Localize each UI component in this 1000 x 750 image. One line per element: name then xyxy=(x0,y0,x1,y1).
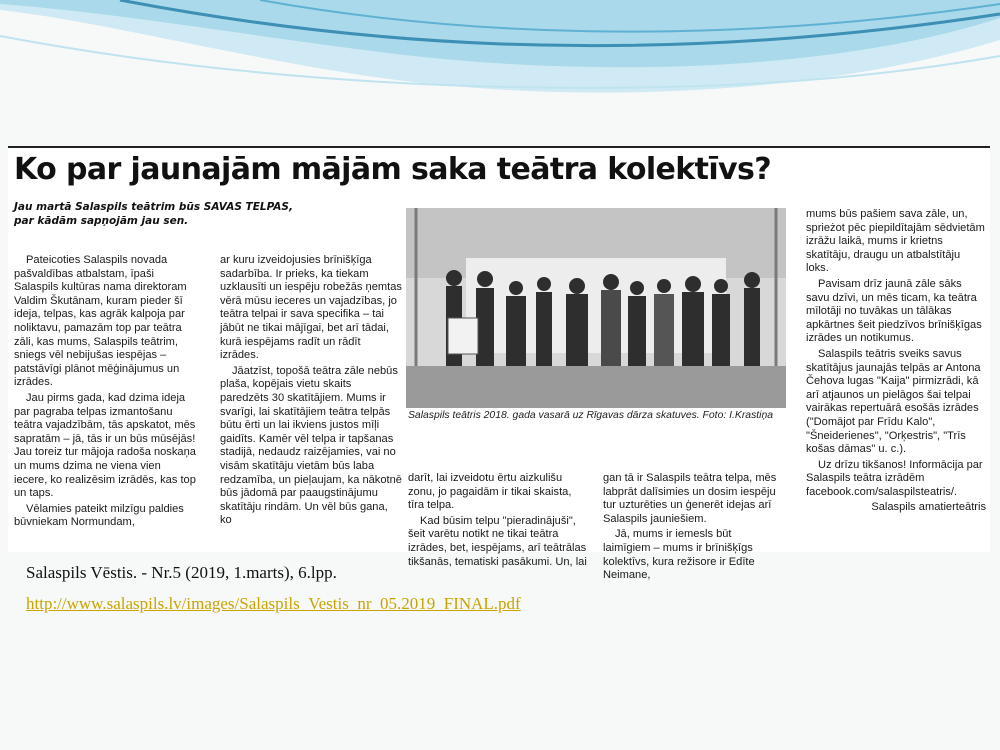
paragraph: Kad būsim telpu "pieradinājuši", šeit varētu notikt ne tikai teātra izrādes, bet, iespējams, arī teātrālas tikšanās, tematiski pasākumi. Un, lai xyxy=(408,514,587,568)
decorative-wave-header xyxy=(0,0,1000,110)
article-column-4 xyxy=(603,472,781,585)
article-column-5 xyxy=(806,208,986,515)
paragraph: Pateicoties Salaspils novada pašvaldības atbalstam, īpaši Salaspils kultūras nama direktoram Valdim Škutānam, kuram pieder šī ideja, telpas, kas agrāk kalpoja par noliktavu, pamazām top par teātra zāli, kas mums, Salaspils teātrim, sniegs vēl nebijušas iespējas – patstāvīgi plānot mēģinājumus un izrādes. xyxy=(14,254,187,389)
article-column-2 xyxy=(220,254,402,530)
paragraph: Salaspils teātris sveiks savus skatītājus jaunajās telpās ar Antona Čehova lugas "Kaija" pirmizrādi, kā arī atjaunos un pielāgos šai telpai vairākas repertuārā esošās izrādes ("Domājot par Frīdu Kalo", "Šneiderienes", "Orķestris", "Trīs košas dāmas" u. c.). xyxy=(806,347,981,456)
paragraph: Jāatzīst, topošā teātra zāle nebūs plaša, kopējais vietu skaits paredzēts 30 skatītājiem. Mums ir svarīgi, lai skatītājiem teātra telpās būtu ērti un lai ikviens justos mīļi gaidīts. Kamēr vēl telpa ir tapšanas stadijā, nedaudz raizējamies, vai no visām skatītāju vietām būs laba redzamība, un pieļaujam, ka nākotnē būs jādomā par paaugstinājumu skatītāju rindām. Un vēl būs gana, ko xyxy=(220,364,402,527)
paragraph: ar kuru izveidojusies brīnišķīga sadarbība. Ir prieks, ka tiekam uzklausīti un iespēju robežās ņemtas vērā mūsu ieceres un vajadzības, jo teātra telpai ir sava specifika – tai jābūt ne tikai mājīgai, bet arī tādai, kurā iespējams radīt un rādīt izrādes. xyxy=(220,254,402,362)
article-column-1 xyxy=(14,254,196,532)
article-deck: Jau martā Salaspils teātrim būs SAVAS TELPAS, par kādām sapņojām jau sen. xyxy=(14,201,293,227)
paragraph: darīt, lai izveidotu ērtu aizkulišu zonu, jo pagaidām ir tikai skaista, tīra telpa. xyxy=(408,472,572,512)
paragraph: Uz drīzu tikšanos! Informācija par Salaspils teātra izrādēm facebook.com/salaspilsteatris/. xyxy=(806,458,983,498)
article-signature: Salaspils amatierteātris xyxy=(871,501,986,514)
paragraph: Vēlamies pateikt milzīgu paldies būvniekam Normundam, xyxy=(14,502,184,529)
article-headline: Ko par jaunajām mājām saka teātra kolektīvs? xyxy=(14,152,772,187)
source-citation: Salaspils Vēstis. - Nr.5 (2019, 1.marts), 6.lpp. xyxy=(26,563,337,582)
source-link[interactable]: http://www.salaspils.lv/images/Salaspils_Vestis_nr_05.2019_FINAL.pdf xyxy=(26,594,521,613)
photo-caption: Salaspils teātris 2018. gada vasarā uz Rīgavas dārza skatuves. Foto: I.Krastiņa xyxy=(408,410,774,421)
paragraph: Jau pirms gada, kad dzima ideja par pagraba telpas izmantošanu teātra vajadzībām, tās apskatot, mēs sapratām – jā, tās ir un būs mūsējās! Jau toreiz tur mājoja radoša noskaņa un mums dzima ne viena vien iecere, ko realizēsim izrādēs, kas top un taps. xyxy=(14,391,196,500)
paragraph: Jā, mums ir iemesls būt laimīgiem – mums ir brīnišķīgs kolektīvs, kura režisore ir Edīte Neimane, xyxy=(603,528,755,582)
paragraph: Pavisam drīz jaunā zāle sāks savu dzīvi, un mēs ticam, ka teātra mīlotāji no tuvākas un tālākas apkārtnes šeit piedzīvos brīnišķīgas izrādes un notikumus. xyxy=(806,277,982,345)
paragraph: gan tā ir Salaspils teātra telpa, mēs labprāt dalīsimies un dosim iespēju tur uzturēties un ģenerēt idejas arī Salaspils jauniešiem. xyxy=(603,472,777,525)
theatre-group-photo xyxy=(406,208,786,408)
paragraph: mums būs pašiem sava zāle, un, sprieżot pēc piepildītajām sēdvietām izrāžu laikā, mums ir krietns skatītāju, draugu un atbalstītāju loks. xyxy=(806,208,985,275)
article-column-3 xyxy=(408,472,588,571)
